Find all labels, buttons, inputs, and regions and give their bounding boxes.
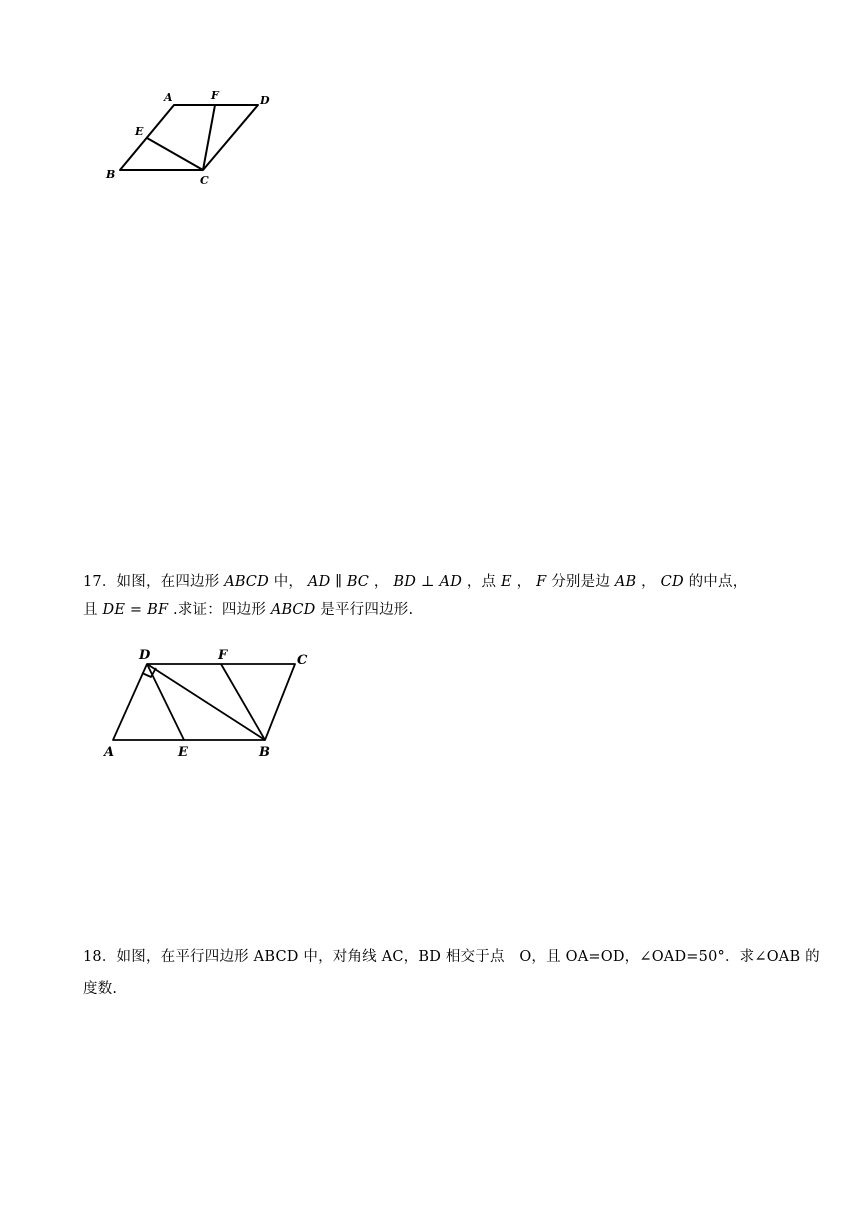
- vertex-label-e: E: [178, 745, 188, 760]
- segment-fb: [221, 664, 265, 740]
- vertex-label-a: A: [164, 91, 173, 104]
- segment-fc: [203, 105, 215, 170]
- problem-17-line-1: 17．如图，在四边形 𝐴𝐵𝐶𝐷 中， 𝐴𝐷 ∥ 𝐵𝐶 ， 𝐵𝐷 ⊥ 𝐴𝐷 ，点 𝐸 ， 𝐹 分别是边 𝐴𝐵 ， 𝐶𝐷 的中点，: [83, 574, 748, 590]
- vertex-label-b: B: [106, 168, 116, 181]
- figure-1-svg: [100, 85, 290, 195]
- problem-18-line-2: 度数.: [83, 981, 118, 997]
- problem-17-line-2: 且 𝐷𝐸 = 𝐵𝐹 .求证：四边形 𝐴𝐵𝐶𝐷 是平行四边形.: [83, 602, 414, 618]
- vertex-label-f: F: [211, 89, 219, 102]
- quadrilateral-outline: [113, 664, 295, 740]
- problem-18-text: [83, 941, 820, 1005]
- vertex-label-c: C: [297, 653, 308, 668]
- vertex-label-f: F: [218, 648, 228, 663]
- vertex-label-c: C: [200, 174, 209, 187]
- problem-18-line-1: 18．如图，在平行四边形 ABCD 中，对角线 AC，BD 相交于点 O，且 OA=OD，∠OAD=50°．求∠OAB 的: [83, 949, 820, 965]
- vertex-label-d: D: [139, 648, 151, 663]
- figure-parallelogram-abcd-ef: [100, 85, 290, 195]
- vertex-label-d: D: [260, 94, 270, 107]
- problem-17-text: [83, 568, 783, 624]
- figure-2-svg: [95, 640, 330, 765]
- vertex-label-e: E: [135, 125, 144, 138]
- segment-ec: [147, 138, 203, 170]
- vertex-label-b: B: [259, 745, 270, 760]
- figure-quadrilateral-abcd-def: [95, 640, 330, 765]
- vertex-label-a: A: [104, 745, 115, 760]
